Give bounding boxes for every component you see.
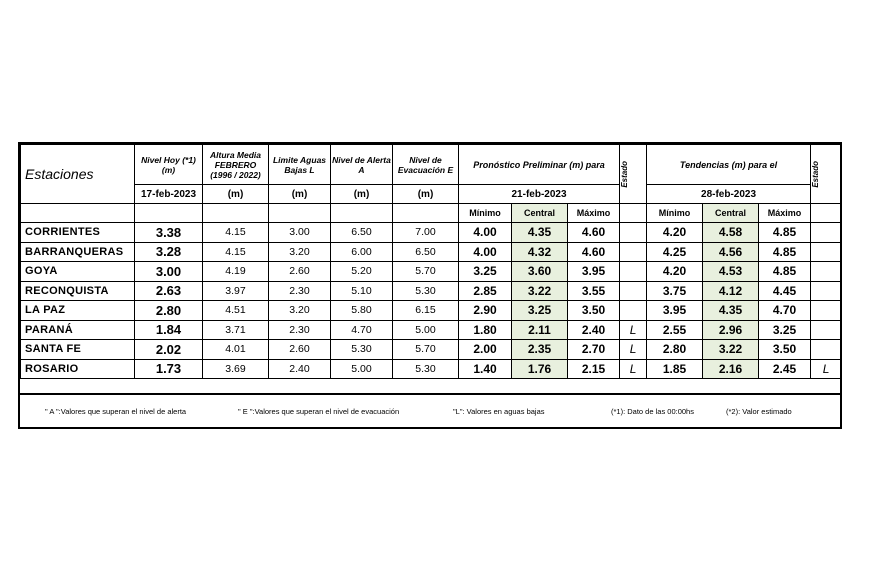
- station-name: CORRIENTES: [21, 223, 135, 243]
- blank-cell: [135, 204, 203, 223]
- header-maximo: Máximo: [568, 204, 620, 223]
- pronostico-central: 1.76: [512, 359, 568, 379]
- limite-aguas-bajas: 3.20: [269, 242, 331, 262]
- limite-aguas-bajas: 2.30: [269, 281, 331, 301]
- footer-notes: [20, 393, 842, 431]
- header-maximo: Máximo: [759, 204, 811, 223]
- pronostico-minimo: 3.25: [459, 262, 512, 282]
- header-estado-pronostico: [620, 145, 647, 204]
- station-name: RECONQUISTA: [21, 281, 135, 301]
- pronostico-maximo: 3.95: [568, 262, 620, 282]
- tendencia-central: 4.58: [703, 223, 759, 243]
- tendencia-estado: [811, 262, 842, 282]
- pronostico-central: 2.35: [512, 340, 568, 360]
- tendencia-maximo: 3.25: [759, 320, 811, 340]
- pronostico-central: 2.11: [512, 320, 568, 340]
- note-alerta: " A ":Valores que superan el nivel de alerta: [45, 407, 187, 416]
- table-row: [21, 262, 842, 282]
- pronostico-maximo: 2.40: [568, 320, 620, 340]
- pronostico-estado: [620, 242, 647, 262]
- nivel-hoy: 2.80: [135, 301, 203, 321]
- nivel-evacuacion: 5.70: [393, 262, 459, 282]
- tendencia-maximo: 4.85: [759, 242, 811, 262]
- altura-media: 4.01: [203, 340, 269, 360]
- unit-limite: (m): [269, 185, 331, 204]
- levels-table: [20, 144, 842, 379]
- altura-media: 4.15: [203, 242, 269, 262]
- nivel-hoy: 1.73: [135, 359, 203, 379]
- nivel-alerta: 6.50: [331, 223, 393, 243]
- altura-media: 4.51: [203, 301, 269, 321]
- nivel-evacuacion: 6.15: [393, 301, 459, 321]
- table-row: [21, 223, 842, 243]
- nivel-alerta: 5.00: [331, 359, 393, 379]
- nivel-hoy: 3.00: [135, 262, 203, 282]
- header-minimo: Mínimo: [647, 204, 703, 223]
- blank-cell: [21, 204, 135, 223]
- pronostico-minimo: 1.40: [459, 359, 512, 379]
- limite-aguas-bajas: 3.00: [269, 223, 331, 243]
- nivel-evacuacion: 7.00: [393, 223, 459, 243]
- pronostico-estado: L: [620, 320, 647, 340]
- nivel-alerta: 5.10: [331, 281, 393, 301]
- tendencia-central: 2.16: [703, 359, 759, 379]
- nivel-alerta: 4.70: [331, 320, 393, 340]
- tendencia-central: 4.53: [703, 262, 759, 282]
- header-alerta: Nivel de Alerta A: [331, 145, 393, 185]
- pronostico-minimo: 4.00: [459, 242, 512, 262]
- header-estaciones: Estaciones: [21, 145, 135, 204]
- nivel-hoy: 2.63: [135, 281, 203, 301]
- table-row: [21, 281, 842, 301]
- header-tendencias-fecha: 28-feb-2023: [647, 185, 811, 204]
- tendencia-minimo: 4.20: [647, 262, 703, 282]
- tendencia-maximo: 4.85: [759, 262, 811, 282]
- unit-alerta: (m): [331, 185, 393, 204]
- pronostico-minimo: 2.85: [459, 281, 512, 301]
- pronostico-maximo: 4.60: [568, 223, 620, 243]
- pronostico-maximo: 4.60: [568, 242, 620, 262]
- nivel-alerta: 5.80: [331, 301, 393, 321]
- tendencia-central: 4.12: [703, 281, 759, 301]
- header-nivel-hoy: Nivel Hoy (*1) (m): [135, 145, 203, 185]
- station-name: BARRANQUERAS: [21, 242, 135, 262]
- header-tendencias: Tendencias (m) para el: [647, 145, 811, 185]
- pronostico-maximo: 2.15: [568, 359, 620, 379]
- table-row: [21, 242, 842, 262]
- nivel-hoy: 1.84: [135, 320, 203, 340]
- tendencia-central: 2.96: [703, 320, 759, 340]
- table-row: [21, 301, 842, 321]
- tendencia-minimo: 2.80: [647, 340, 703, 360]
- tendencia-minimo: 2.55: [647, 320, 703, 340]
- pronostico-minimo: 2.00: [459, 340, 512, 360]
- nivel-alerta: 5.30: [331, 340, 393, 360]
- unit-evacuacion: (m): [393, 185, 459, 204]
- pronostico-maximo: 3.50: [568, 301, 620, 321]
- header-pronostico: Pronóstico Preliminar (m) para: [459, 145, 620, 185]
- blank-cell: [393, 204, 459, 223]
- tendencia-maximo: 2.45: [759, 359, 811, 379]
- tendencia-maximo: 4.70: [759, 301, 811, 321]
- pronostico-minimo: 2.90: [459, 301, 512, 321]
- limite-aguas-bajas: 2.60: [269, 340, 331, 360]
- pronostico-maximo: 3.55: [568, 281, 620, 301]
- header-evacuacion: Nivel de Evacuación E: [393, 145, 459, 185]
- header-limite: Limite Aguas Bajas L: [269, 145, 331, 185]
- header-central: Central: [703, 204, 759, 223]
- limite-aguas-bajas: 2.40: [269, 359, 331, 379]
- limite-aguas-bajas: 2.30: [269, 320, 331, 340]
- blank-cell: [620, 204, 647, 223]
- nivel-evacuacion: 5.00: [393, 320, 459, 340]
- pronostico-estado: [620, 281, 647, 301]
- pronostico-estado: [620, 262, 647, 282]
- altura-media: 3.71: [203, 320, 269, 340]
- nivel-evacuacion: 6.50: [393, 242, 459, 262]
- station-name: LA PAZ: [21, 301, 135, 321]
- altura-media: 4.15: [203, 223, 269, 243]
- pronostico-estado: [620, 301, 647, 321]
- tendencia-minimo: 4.25: [647, 242, 703, 262]
- blank-cell: [331, 204, 393, 223]
- pronostico-central: 4.32: [512, 242, 568, 262]
- blank-cell: [269, 204, 331, 223]
- table-row: [21, 320, 842, 340]
- hydrometric-report: [18, 142, 842, 429]
- tendencia-central: 4.56: [703, 242, 759, 262]
- pronostico-central: 4.35: [512, 223, 568, 243]
- tendencia-minimo: 1.85: [647, 359, 703, 379]
- station-name: PARANÁ: [21, 320, 135, 340]
- header-estado-tendencias: [811, 145, 842, 204]
- pronostico-central: 3.22: [512, 281, 568, 301]
- tendencia-central: 4.35: [703, 301, 759, 321]
- altura-media: 3.69: [203, 359, 269, 379]
- pronostico-estado: [620, 223, 647, 243]
- estado-label: Estado: [620, 160, 630, 188]
- nivel-hoy: 3.38: [135, 223, 203, 243]
- nivel-hoy: 3.28: [135, 242, 203, 262]
- table-row: [21, 340, 842, 360]
- nivel-evacuacion: 5.30: [393, 281, 459, 301]
- pronostico-central: 3.60: [512, 262, 568, 282]
- tendencia-maximo: 4.45: [759, 281, 811, 301]
- table-row: [21, 359, 842, 379]
- tendencia-estado: L: [811, 359, 842, 379]
- altura-media: 3.97: [203, 281, 269, 301]
- station-name: GOYA: [21, 262, 135, 282]
- pronostico-minimo: 1.80: [459, 320, 512, 340]
- nivel-evacuacion: 5.70: [393, 340, 459, 360]
- limite-aguas-bajas: 3.20: [269, 301, 331, 321]
- altura-media: 4.19: [203, 262, 269, 282]
- station-name: SANTA FE: [21, 340, 135, 360]
- pronostico-minimo: 4.00: [459, 223, 512, 243]
- header-central: Central: [512, 204, 568, 223]
- blank-cell: [811, 204, 842, 223]
- tendencia-maximo: 3.50: [759, 340, 811, 360]
- nivel-evacuacion: 5.30: [393, 359, 459, 379]
- nivel-alerta: 5.20: [331, 262, 393, 282]
- note-evacuacion: " E ":Valores que superan el nivel de evacuación: [238, 407, 400, 416]
- blank-cell: [203, 204, 269, 223]
- tendencia-estado: [811, 281, 842, 301]
- nivel-hoy: 2.02: [135, 340, 203, 360]
- tendencia-estado: [811, 320, 842, 340]
- tendencia-minimo: 4.20: [647, 223, 703, 243]
- note-aguas-bajas: "L": Valores en aguas bajas: [453, 407, 545, 416]
- estado-label: Estado: [811, 160, 821, 188]
- tendencia-minimo: 3.95: [647, 301, 703, 321]
- note-dato-hora: (*1): Dato de las 00:00hs: [611, 407, 694, 416]
- tendencia-estado: [811, 301, 842, 321]
- tendencia-minimo: 3.75: [647, 281, 703, 301]
- limite-aguas-bajas: 2.60: [269, 262, 331, 282]
- header-altura-media: Altura Media FEBRERO (1996 / 2022): [203, 145, 269, 185]
- pronostico-central: 3.25: [512, 301, 568, 321]
- header-minimo: Mínimo: [459, 204, 512, 223]
- tendencia-estado: [811, 242, 842, 262]
- tendencia-estado: [811, 223, 842, 243]
- header-pronostico-fecha: 21-feb-2023: [459, 185, 620, 204]
- tendencia-maximo: 4.85: [759, 223, 811, 243]
- unit-altura-media: (m): [203, 185, 269, 204]
- pronostico-estado: L: [620, 359, 647, 379]
- pronostico-estado: L: [620, 340, 647, 360]
- note-valor-estimado: (*2): Valor estimado: [726, 407, 792, 416]
- header-fecha-hoy: 17-feb-2023: [135, 185, 203, 204]
- nivel-alerta: 6.00: [331, 242, 393, 262]
- pronostico-maximo: 2.70: [568, 340, 620, 360]
- tendencia-central: 3.22: [703, 340, 759, 360]
- station-name: ROSARIO: [21, 359, 135, 379]
- tendencia-estado: [811, 340, 842, 360]
